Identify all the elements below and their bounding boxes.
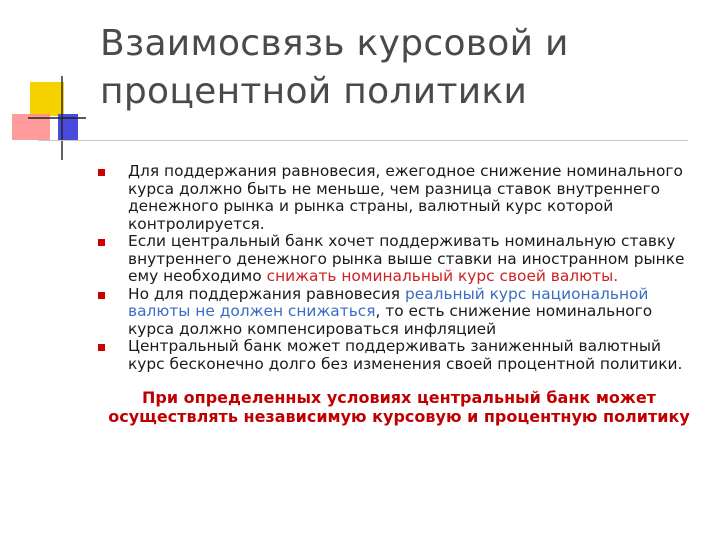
slide-title-line-1: Взаимосвязь курсовой и xyxy=(100,23,569,64)
bullet-square-icon xyxy=(98,169,105,176)
bullet-text: Но для поддержания равновесия xyxy=(128,284,405,303)
bullet-item-2 xyxy=(96,233,696,286)
conclusion-text: При определенных условиях центральный банк может осуществлять независимую курсовую и процентную политику xyxy=(108,388,690,426)
bullet-highlight-red: снижать номинальный курс своей валюты. xyxy=(266,267,619,285)
bullet-item-1 xyxy=(96,163,696,233)
bullet-text-tail: , то есть снижение номинального курса должно компенсироваться инфляцией xyxy=(128,302,653,338)
bullet-square-icon xyxy=(98,344,105,351)
slide-title xyxy=(100,20,700,116)
bullet-text: Для поддержания равновесия, ежегодное снижение номинального курса должно быть не меньше, чем разница ставок внутреннего денежного рынка и рынка страны, валютный курс которой контролируется. xyxy=(128,162,683,233)
bullet-item-4 xyxy=(96,338,696,373)
slide-title-line-2: процентной политики xyxy=(100,71,528,112)
bullet-square-icon xyxy=(98,239,105,246)
bullet-item-3 xyxy=(96,286,696,339)
yellow-square xyxy=(30,82,64,116)
title-divider xyxy=(38,140,688,141)
bullet-text: Если центральный банк хочет поддерживать номинальную ставку внутреннего денежного рынка выше ставки на иностранном рынке ему необходимо xyxy=(128,232,685,285)
bullet-list xyxy=(96,163,696,373)
bullet-highlight-blue: реальный курс национальной валюты не должен снижаться xyxy=(128,284,649,320)
bullet-text: Центральный банк может поддерживать заниженный валютный курс бесконечно долго без изменения своей процентной политики. xyxy=(128,337,683,373)
bullet-square-icon xyxy=(98,292,105,299)
